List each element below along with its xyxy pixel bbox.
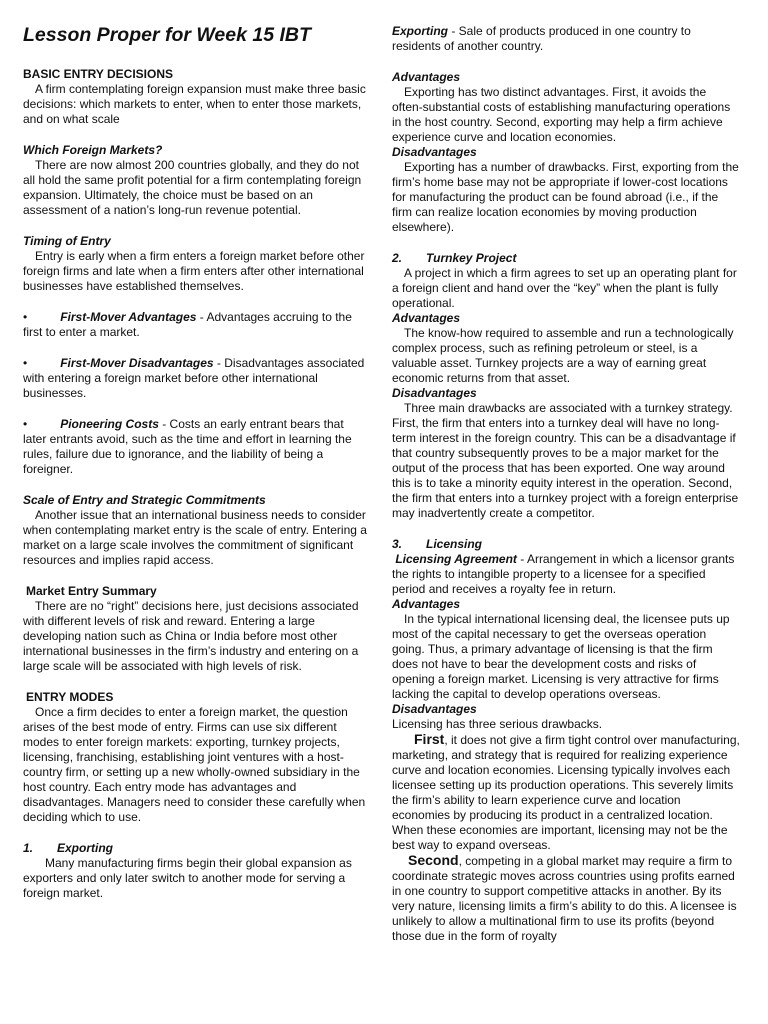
second-text: , competing in a global market may require a firm to coordinate strategic moves across countries using profits earned in one country to support competitive attacks in another. By its very nature, licensing limits a firm’s ability to do this. A licensee is unlikely to allow a multinational firm to use its profits (beyond those due in the form of royalty [392,854,737,943]
first-text: , it does not give a firm tight control over manufacturing, marketing, and strategy that is required for realizing experience curve and location economies. Licensing typically involves each licensee setting up its production operations. This severely limits the firm’s ability to learn experience curve and location economies by producing its product in a centralized location. When these economies are important, licensing may not be the best way to expand overseas. [392,733,740,852]
second-word: Second [408,852,459,868]
bullet-text: - Costs an early entrant bears that later entrants avoid, such as the time and effort in learning the rules, failure due to ignorance, and the liability of being a foreigner. [23,417,352,476]
licensing-agreement-term: Licensing Agreement [395,552,517,566]
section-number: 2. [392,251,403,265]
licensing-disadvantages-intro: Licensing has three serious drawbacks. [392,717,603,731]
turnkey-advantages-text: The know-how required to assemble and run a technologically complex process, such as refining petroleum or steel, is a valuable asset. Turnkey projects are a way of earning great economic returns from that asset. [392,326,734,385]
licensing-second-drawback [392,853,740,944]
licensing-agreement [392,552,740,597]
left-column [23,0,368,901]
timing-text: Entry is early when a firm enters a foreign market before other foreign firms and late when a firm enters after other international businesses have established themselves. [23,249,365,293]
scale-text: Another issue that an international business needs to consider when contemplating market entry is the scale of entry. Entering a market on a large scale involves the commitment of significant resources and implies rapid access. [23,508,367,567]
basic-entry-heading: BASIC ENTRY DECISIONS [23,67,174,81]
summary-heading: Market Entry Summary [26,584,157,598]
exporting-text: Many manufacturing firms begin their global expansion as exporters and only later switch to another mode for serving a foreign market. [23,856,352,900]
turnkey-advantages-heading: Advantages [392,311,461,325]
section-number: 1. [23,841,34,855]
bullet-term: Pioneering Costs [60,417,159,431]
licensing-disadvantages-heading: Disadvantages [392,702,477,716]
turnkey-disadvantages-text: Three main drawbacks are associated with a turnkey strategy. First, the firm that enters into a turnkey deal will have no long-term interest in the foreign country. This can be a disadvantage if that country subsequently proves to be a major market for the output of the process that has been exported. One way around this is to take a minority equity interest in the operation. Second, the firm that enters into a turnkey project with a foreign enterprise may inadvertently create a competitor. [392,401,739,520]
first-word: First [414,731,445,747]
summary-text: There are no “right” decisions here, just decisions associated with different levels of risk and reward. Entering a large developing nation such as China or India before most other international businesses in the firm’s industry and entering on a large scale will be associated with high levels of risk. [23,599,359,673]
scale-heading: Scale of Entry and Strategic Commitments [23,493,266,507]
section-number: 3. [392,537,403,551]
licensing-first-drawback [392,732,740,853]
exporting-def-text: - Sale of products produced in one country to residents of another country. [392,24,691,53]
exporting-disadvantages-text: Exporting has a number of drawbacks. First, exporting from the firm’s home base may not be appropriate if lower-cost locations for manufacturing the product can be found abroad (i.e., if the firm can realize location economies by moving production elsewhere). [392,160,739,234]
bullet-term: First-Mover Advantages [60,310,197,324]
basic-entry-text: A firm contemplating foreign expansion must make three basic decisions: which markets to enter, when to enter those markets, and on what scale [23,82,366,126]
licensing-agreement-text: - Arrangement in which a licensor grants the rights to intangible property to a licensee for a specified period and receives a royalty fee in return. [392,552,735,596]
which-markets-text: There are now almost 200 countries globally, and they do not all hold the same profit potential for a firm contemplating foreign expansion. Ultimately, the choice must be based on an assessment of a nation’s long-run revenue potential. [23,158,362,217]
licensing-advantages-text: In the typical international licensing deal, the licensee puts up most of the capital necessary to get the overseas operation going. Thus, a primary advantage of licensing is that the firm does not have to bear the development costs and risks of opening a foreign market. Licensing is very attractive for firms lacking the capital to develop operations overseas. [392,612,730,701]
entry-modes-heading: ENTRY MODES [26,690,114,704]
bullet-first-mover-advantages: • First-Mover Advantages - Advantages accruing to the first to enter a market. [23,310,352,339]
which-markets-heading: Which Foreign Markets? [23,143,163,157]
turnkey-heading: Turnkey Project [426,251,517,265]
turnkey-heading-row [392,251,740,266]
exporting-heading: Exporting [57,841,113,855]
bullet-pioneering-costs: • Pioneering Costs - Costs an early entrant bears that later entrants avoid, such as the time and effort in learning the rules, failure due to ignorance, and the liability of being a foreigner. [23,417,352,476]
exporting-term: Exporting [392,24,448,38]
exporting-advantages-text: Exporting has two distinct advantages. First, it avoids the often-substantial costs of establishing manufacturing operations in the host country. Second, exporting may help a firm achieve experience curve and location economies. [392,85,731,144]
exporting-disadvantages-heading: Disadvantages [392,145,477,159]
exporting-advantages-heading: Advantages [392,70,461,84]
licensing-heading: Licensing [426,537,483,551]
bullet-text: - Disadvantages associated with entering a foreign market before other international businesses. [23,356,365,400]
bullet-term: First-Mover Disadvantages [60,356,214,370]
bullet-first-mover-disadvantages: • First-Mover Disadvantages - Disadvantages associated with entering a foreign market before other international businesses. [23,356,365,400]
exporting-heading-row [23,841,368,856]
entry-modes-text: Once a firm decides to enter a foreign market, the question arises of the best mode of entry. Firms can use six different modes to enter foreign markets: exporting, turnkey projects, licensing, franchising, establishing joint ventures with a host-country firm, or setting up a new wholly-owned subsidiary in the host country. Each entry mode has advantages and disadvantages. Managers need to consider these carefully when deciding which to use. [23,705,366,824]
licensing-advantages-heading: Advantages [392,597,461,611]
turnkey-disadvantages-heading: Disadvantages [392,386,477,400]
turnkey-text: A project in which a firm agrees to set up an operating plant for a foreign client and hand over the “key” when the plant is fully operational. [392,266,737,310]
bullet-text: - Advantages accruing to the first to enter a market. [23,310,352,339]
exporting-definition [392,24,740,54]
licensing-heading-row [392,537,740,552]
timing-heading: Timing of Entry [23,234,111,248]
page-title: Lesson Proper for Week 15 IBT [23,24,311,46]
right-column [392,0,740,944]
